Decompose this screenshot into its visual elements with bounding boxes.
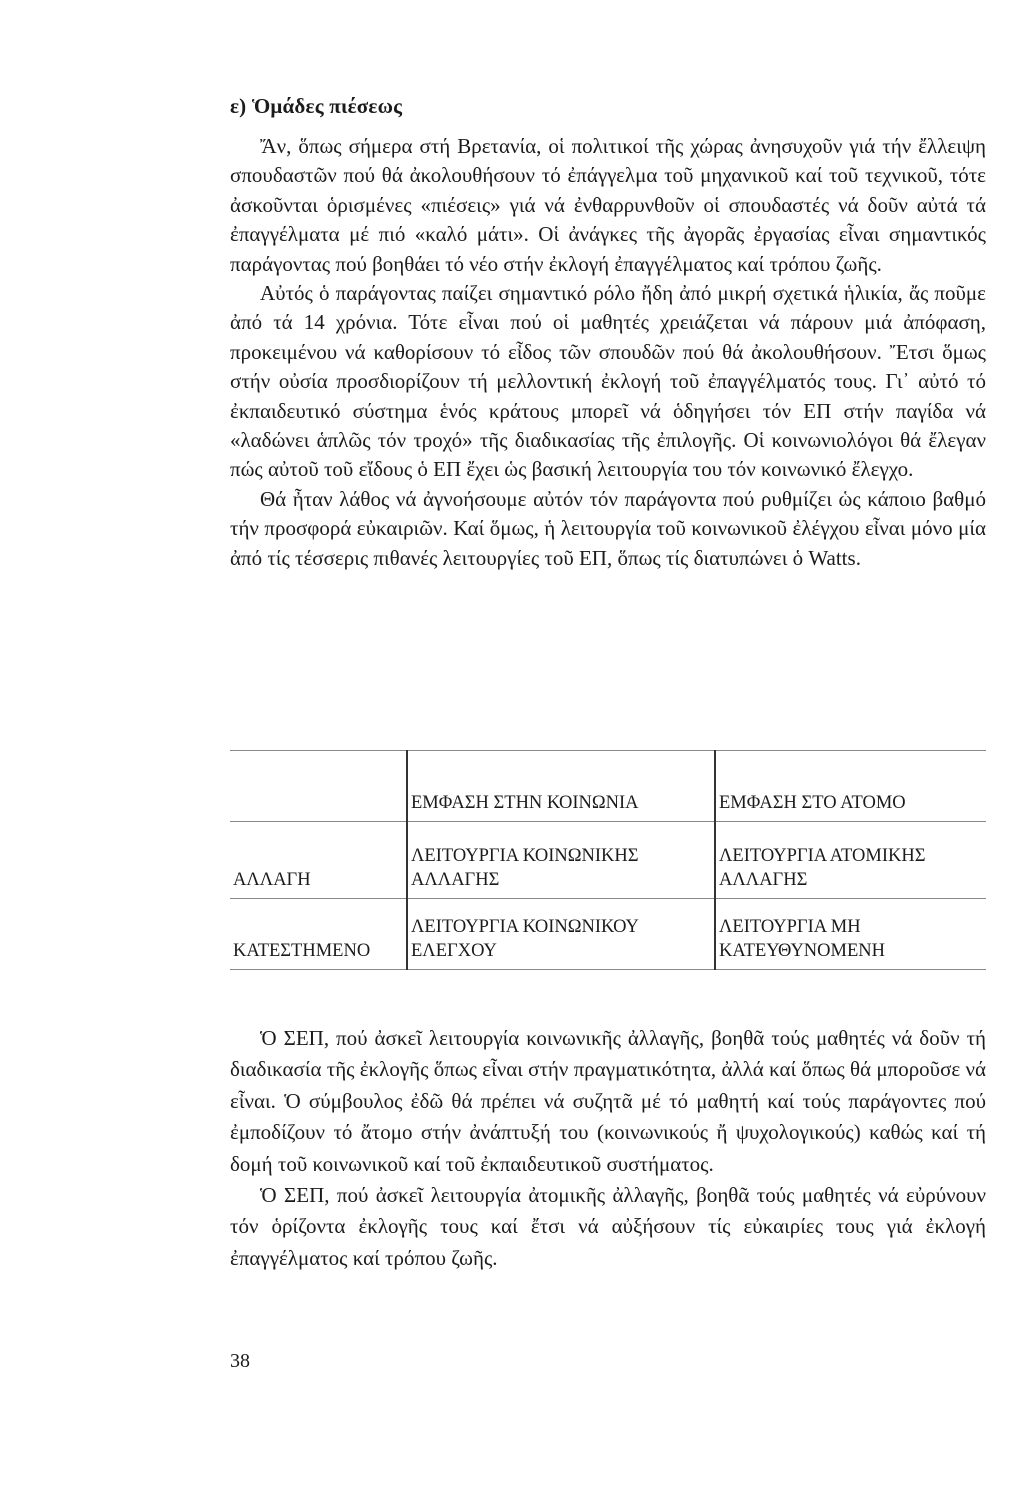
table-header-cell-empty <box>230 751 407 822</box>
table-row-label-change: ΑΛΛΑΓΗ <box>230 822 407 899</box>
paragraph-watts-functions: Θά ἦταν λάθος νά ἀγνοήσουμε αὐτόν τόν παράγοντα πού ρυθμίζει ὡς κάποιο βαθμό τήν προσφορά εὐκαιριῶν. Καί ὅμως, ἡ λειτουργία τοῦ κοινωνικοῦ ἐλέγχου εἶναι μόνο μία ἀπό τίς τέσσερις πιθανές λειτουργίες τοῦ ΕΠ, ὅπως τίς διατυπώνει ὁ Watts. <box>230 486 986 570</box>
section-heading: ε) Ὁμάδες πιέσεως <box>230 94 403 118</box>
table-row-label-establishment: ΚΑΤΕΣΤΗΜΕΝΟ <box>230 899 407 970</box>
table-cell: ΛΕΙΤΟΥΡΓΙΑ ΑΤΟΜΙΚΗΣ ΑΛΛΑΓΗΣ <box>715 822 986 899</box>
table-cell: ΛΕΙΤΟΥΡΓΙΑ ΚΟΙΝΩΝΙΚΟΥ ΕΛΕΓΧΟΥ <box>407 899 715 970</box>
top-text-block <box>230 132 986 573</box>
table-cell: ΛΕΙΤΟΥΡΓΙΑ ΚΟΙΝΩΝΙΚΗΣ ΑΛΛΑΓΗΣ <box>407 822 715 899</box>
table-header-cell-individual: ΕΜΦΑΣΗ ΣΤΟ ΑΤΟΜΟ <box>719 793 906 813</box>
bottom-text-block <box>230 1023 986 1274</box>
paragraph-market-needs: Ἄν, ὅπως σήμερα στή Βρετανία, οἱ πολιτικοί τῆς χώρας ἀνησυχοῦν γιά τήν ἔλλειψη σπουδαστῶν πού θά ἀκολουθήσουν τό ἐπάγγελμα τοῦ μηχανικοῦ καί τοῦ τεχνικοῦ, τότε ἀσκοῦνται ὁρισμένες «πιέσεις» γιά νά ἐνθαρρυνθοῦν οἱ σπουδαστές νά δοῦν αὐτά τά ἐπαγγέλματα μέ πιό «καλό μάτι». Οἱ ἀνάγκες τῆς ἀγορᾶς ἐργασίας εἶναι σημαντικός παράγοντας πού βοηθάει τό νέο στήν ἐκλογή ἐπαγγέλματος καί τρόπου ζωῆς. <box>230 134 986 276</box>
paragraph-social-change: Ὁ ΣΕΠ, πού ἀσκεῖ λειτουργία κοινωνικῆς ἀλλαγῆς, βοηθᾶ τούς μαθητές νά δοῦν τή διαδικασία τῆς ἐκλογῆς ὅπως εἶναι στήν πραγματικότητα, ἀλλά καί ὅπως θά μποροῦσε νά εἶναι. Ὁ σύμβουλος ἐδῶ θά πρέπει νά συζητᾶ μέ τό μαθητή καί τούς παράγοντες πού ἐμποδίζουν τό ἄτομο στήν ἀνάπτυξή του (κοινωνικούς ἤ ψυχολογικούς) καθώς καί τή δομή τοῦ κοινωνικοῦ καί τοῦ ἐκπαιδευτικοῦ συστήματος. <box>230 1026 986 1176</box>
table-row <box>230 822 986 899</box>
paragraph-individual-change: Ὁ ΣΕΠ, πού ἀσκεῖ λειτουργία ἀτομικῆς ἀλλαγῆς, βοηθᾶ τούς μαθητές νά εὐρύνουν τόν ὁρίζοντα ἐκλογῆς τους καί ἔτσι νά αὐξήσουν τίς εὐκαιρίες τους γιά ἐκλογή ἐπαγγέλματος καί τρόπου ζωῆς. <box>230 1183 986 1270</box>
table-row <box>230 899 986 970</box>
table-header-cell-society: ΕΜΦΑΣΗ ΣΤΗΝ ΚΟΙΝΩΝΙΑ <box>407 751 715 822</box>
functions-matrix-table <box>230 750 986 970</box>
table-cell: ΛΕΙΤΟΥΡΓΙΑ ΜΗ ΚΑΤΕΥΘΥΝΟΜΕΝΗ <box>715 899 986 970</box>
paragraph-age-factor: Αὐτός ὁ παράγοντας παίζει σημαντικό ρόλο ἤδη ἀπό μικρή σχετικά ἡλικία, ἄς ποῦμε ἀπό τά 14 χρόνια. Τότε εἶναι πού οἱ μαθητές χρειάζεται νά πάρουν μιά ἀπόφαση, προκειμένου νά καθορίσουν τό εἶδος τῶν σπουδῶν πού θά ἀκολουθήσουν. Ἔτσι ὅμως στήν οὐσία προσδιορίζουν τή μελλοντική ἐκλογή τοῦ ἐπαγγέλματός τους. Γι᾿ αὐτό τό ἐκπαιδευτικό σύστημα ἑνός κράτους μπορεῖ νά ὁδηγήσει τόν ΕΠ στήν παγίδα νά «λαδώνει ἁπλῶς τόν τροχό» τῆς διαδικασίας τῆς ἐπιλογῆς. Οἱ κοινωνιολόγοι θά ἔλεγαν πώς αὐτοῦ τοῦ εἴδους ὁ ΕΠ ἔχει ὡς βασική λειτουργία του τόν κοινωνικό ἔλεγχο. <box>230 281 986 482</box>
table-header-row <box>230 751 986 822</box>
page-number: 38 <box>230 1350 250 1372</box>
